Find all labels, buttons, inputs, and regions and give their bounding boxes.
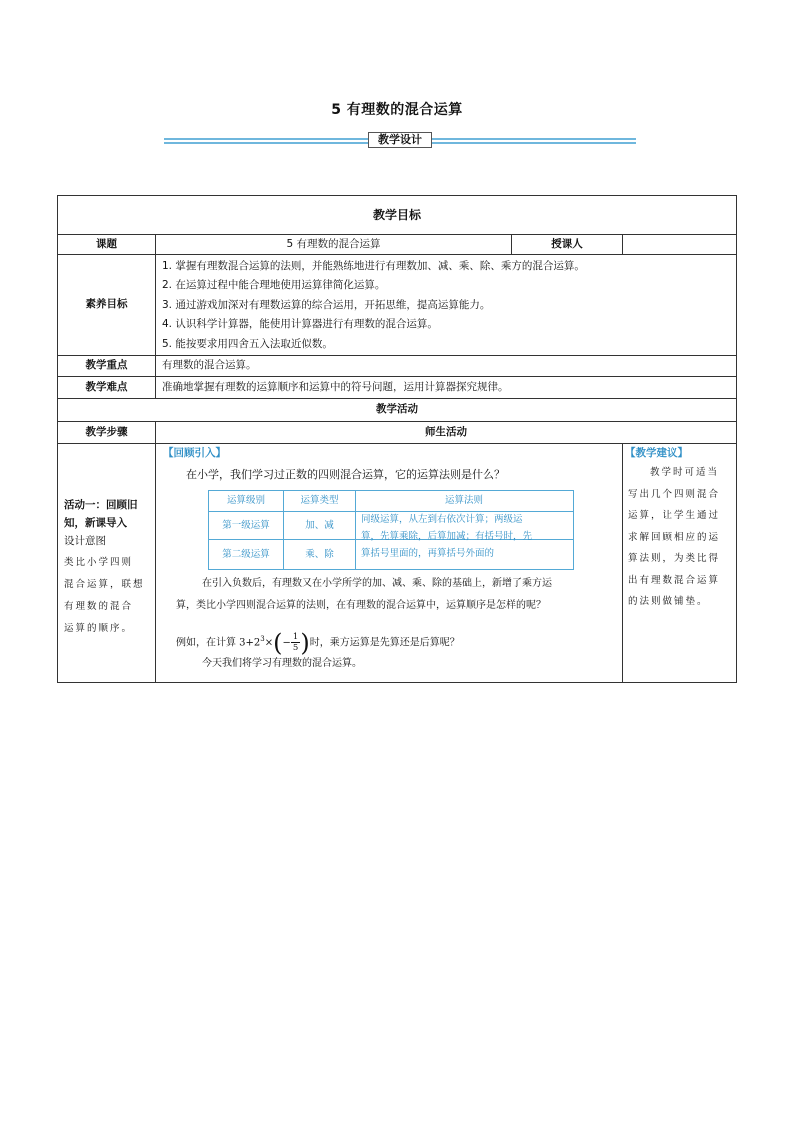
activity-heading: 教学活动 (376, 403, 418, 415)
rule-line: 算，先算乘除，后算加减；有括号时，先 (361, 531, 533, 542)
row-divider (58, 443, 736, 444)
example-exponent: 3 (260, 635, 265, 643)
suggest-line: 写出几个四则混合 (628, 488, 721, 500)
example-prefix: 例如，在计算 3+2 (176, 637, 261, 649)
suggest-line: 的法则做铺垫。 (628, 596, 709, 607)
design-intent-label: 设计意图 (64, 535, 106, 547)
row-divider (58, 254, 736, 255)
design-line: 混合运算，联想 (64, 579, 145, 590)
intro-paragraph (176, 573, 622, 617)
suggest-line: 教学时可适当 (650, 467, 720, 478)
col-divider (155, 421, 156, 682)
example-suffix: 时，乘方运算是先算还是后算呢？ (309, 637, 460, 649)
inner-level: 第二级运算 (222, 549, 270, 560)
inner-type: 加、减 (305, 520, 334, 531)
fraction-numerator: 1 (292, 632, 299, 643)
fraction (291, 632, 300, 653)
right-paren: ) (300, 628, 310, 657)
difficult-label: 教学难点 (85, 381, 128, 393)
lesson-label: 课题 (96, 238, 117, 250)
interaction-label: 师生活动 (425, 426, 467, 438)
activity-step-title: 活动一：回顾旧知，新课导入 (64, 499, 138, 529)
review-tag: 【回顾引入】 (163, 447, 226, 459)
inner-type: 乘、除 (305, 549, 334, 560)
example-times: × (264, 637, 274, 649)
example-minus: − (282, 637, 291, 649)
inner-header: 运算法则 (444, 495, 483, 506)
suggest-line: 算法则，为类比得 (628, 553, 721, 564)
inner-header: 运算级别 (226, 495, 265, 506)
suggest-line: 运算，让学生通过 (628, 510, 721, 521)
design-tag: 教学设计 (368, 132, 432, 148)
key-value: 有理数的混合运算。 (162, 359, 257, 371)
suggest-tag: 【教学建议】 (625, 447, 688, 459)
difficult-value: 准确地掌握有理数的运算顺序和运算中的符号问题，运用计算器探究规律。 (162, 381, 509, 393)
goal-item: 5. 能按要求用四舍五入法取近似数。 (162, 337, 333, 350)
inner-rule (361, 511, 573, 562)
today-line: 今天我们将学习有理数的混合运算。 (202, 658, 362, 669)
fraction-denominator: 5 (292, 643, 299, 654)
design-line: 类比小学四则 (64, 557, 134, 568)
review-question: 在小学，我们学习过正数的四则混合运算，它的运算法则是什么？ (186, 468, 505, 481)
goal-item: 1. 掌握有理数混合运算的法则，并能熟练地进行有理数加、减、乘、除、乘方的混合运算。 (162, 260, 585, 272)
lesson-table (57, 195, 737, 683)
design-intent-text (64, 552, 154, 640)
goals-label: 素养目标 (85, 298, 128, 310)
col-divider (155, 355, 156, 398)
col-divider (622, 443, 623, 682)
steps-label: 教学步骤 (85, 426, 128, 438)
rule-line: 算括号里面的，再算括号外面的 (361, 548, 495, 559)
design-banner (164, 133, 636, 149)
intro-line: 算，类比小学四则混合运算的法则，在有理数的混合运算中，运算顺序是怎样的呢？ (176, 600, 546, 611)
suggest-line: 求解回顾相应的运 (628, 531, 721, 543)
left-paren: ( (273, 628, 283, 657)
goal-item: 4. 认识科学计算器，能使用计算器进行有理数的混合运算。 (162, 318, 438, 331)
operation-rules-table (208, 490, 574, 570)
intro-line: 在引入负数后，有理数又在小学所学的加、减、乘、除的基础上，新增了乘方运 (202, 578, 552, 589)
suggest-text (628, 462, 736, 613)
key-label: 教学重点 (85, 359, 128, 371)
lesson-value: 5 有理数的混合运算 (286, 238, 381, 250)
suggest-line: 出有理数混合运算 (628, 574, 721, 586)
design-line: 运算的顺序。 (64, 623, 134, 634)
objectives-heading: 教学目标 (372, 208, 421, 222)
goal-item: 3. 通过游戏加深对有理数运算的综合运用，开拓思维，提高运算能力。 (162, 298, 491, 311)
goal-item: 2. 在运算过程中能合理地使用运算律简化运算。 (162, 279, 386, 292)
inner-level: 第一级运算 (222, 520, 270, 531)
inner-header: 运算类型 (300, 495, 339, 506)
page-title: 5 有理数的混合运算 (331, 102, 463, 118)
rule-line: 同级运算，从左到右依次计算；两级运 (361, 514, 523, 525)
design-line: 有理数的混合 (64, 601, 134, 612)
goals-list (162, 257, 732, 354)
teacher-value (623, 234, 736, 254)
teacher-label: 授课人 (551, 238, 583, 250)
